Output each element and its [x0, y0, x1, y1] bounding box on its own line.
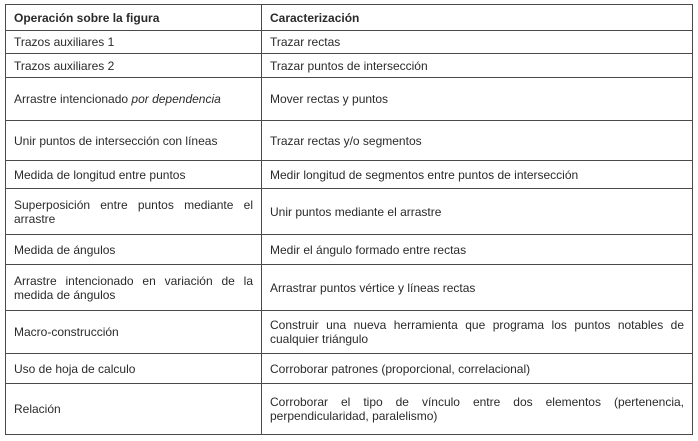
characterization-cell: Construir una nueva herramienta que programa los puntos notables de cualquier triángulo	[262, 311, 693, 354]
characterization-cell: Trazar puntos de intersección	[262, 54, 693, 78]
table-header-row	[6, 5, 693, 31]
operation-cell	[6, 78, 262, 121]
operations-table	[5, 4, 693, 435]
operation-cell: Relación	[6, 384, 262, 435]
characterization-cell: Medir el ángulo formado entre rectas	[262, 235, 693, 265]
characterization-cell: Trazar rectas	[262, 31, 693, 54]
characterization-cell: Unir puntos mediante el arrastre	[262, 189, 693, 235]
characterization-cell: Mover rectas y puntos	[262, 78, 693, 121]
characterization-cell: Medir longitud de segmentos entre puntos de intersección	[262, 161, 693, 189]
table-row	[6, 189, 693, 235]
operation-cell: Uso de hoja de calculo	[6, 354, 262, 384]
table-row	[6, 311, 693, 354]
header-caracterizacion: Caracterización	[262, 5, 693, 31]
table-row	[6, 354, 693, 384]
table-row	[6, 121, 693, 161]
table-row	[6, 54, 693, 78]
operation-cell: Medida de ángulos	[6, 235, 262, 265]
header-operacion: Operación sobre la figura	[6, 5, 262, 31]
operation-cell: Superposición entre puntos mediante el arrastre	[6, 189, 262, 235]
operation-cell: Arrastre intencionado en variación de la medida de ángulos	[6, 265, 262, 311]
operation-cell: Trazos auxiliares 1	[6, 31, 262, 54]
table-row	[6, 265, 693, 311]
characterization-cell: Arrastrar puntos vértice y líneas rectas	[262, 265, 693, 311]
operation-text: Arrastre intencionado	[14, 92, 132, 106]
table-row	[6, 161, 693, 189]
table-row	[6, 78, 693, 121]
operation-cell: Unir puntos de intersección con líneas	[6, 121, 262, 161]
table-row	[6, 31, 693, 54]
characterization-cell: Trazar rectas y/o segmentos	[262, 121, 693, 161]
operation-cell: Macro-construcción	[6, 311, 262, 354]
operation-cell: Medida de longitud entre puntos	[6, 161, 262, 189]
operation-emphasis: por dependencia	[131, 92, 221, 106]
table-row	[6, 384, 693, 435]
characterization-cell: Corroborar el tipo de vínculo entre dos elementos (pertenencia, perpendicularidad, paralelismo)	[262, 384, 693, 435]
characterization-cell: Corroborar patrones (proporcional, correlacional)	[262, 354, 693, 384]
operation-cell: Trazos auxiliares 2	[6, 54, 262, 78]
table-row	[6, 235, 693, 265]
